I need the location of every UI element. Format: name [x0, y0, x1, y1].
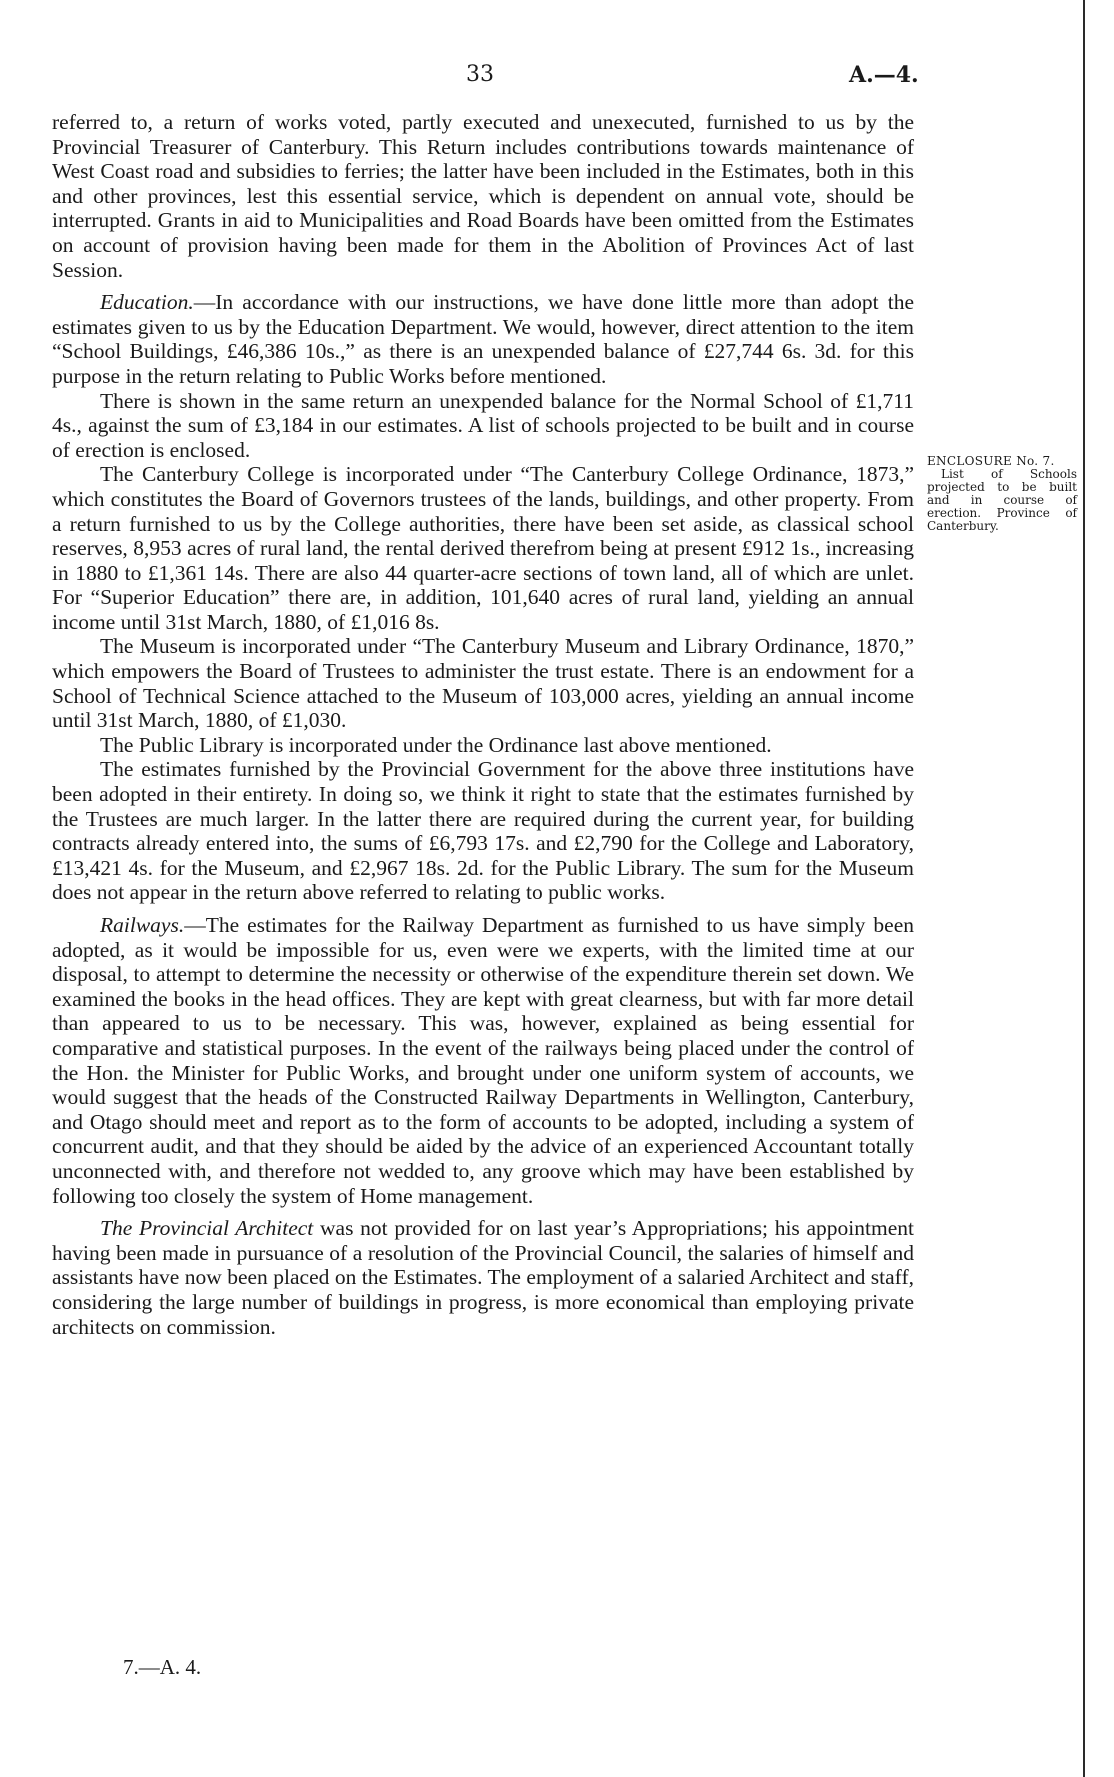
paragraph-text: The Public Library is incorporated under the Ordinance last above mentioned.	[100, 732, 772, 757]
paragraph-text: The Canterbury College is incorporated under “The Canterbury College Ordinance, 1873,” which constitutes the Board of Governors trustees of the lands, buildings, and other property. From a return furnished to us by the College authorities, there have been set aside, as classical school reserves, 8,953 acres of rural land, the rental derived therefrom being at present £912 1s., increasing in 1880 to £1,361 14s. There are also 44 quarter-acre sections of town land, all of which are unlet. For “Superior Education” there are, in addition, 101,640 acres of rural land, yielding an annual income until 31st March, 1880, of £1,016 8s.	[52, 462, 914, 634]
page-number: 33	[466, 62, 494, 87]
body-text	[52, 110, 914, 1339]
margin-note-text: List of Schools projected to be built and in course of erection. Province of Canterbury.	[927, 467, 1077, 533]
paragraph-text: The estimates furnished by the Provincial Government for the above three institutions have been adopted in their entirety. In doing so, we think it right to state that the estimates furnished by the Trustees are much larger. In the latter there are required during the current year, for building contracts already entered into, the sums of £6,793 17s. and £2,790 for the College and Laboratory, £13,421 4s. for the Museum, and £2,967 18s. 2d. for the Public Library. The sum for the Museum does not appear in the return above referred to relating to public works.	[52, 757, 914, 905]
paragraph-provincial-architect	[52, 1216, 914, 1339]
paragraph-normal-school	[52, 389, 914, 463]
section-heading-education: Education.	[100, 290, 194, 315]
paragraph-public-works-return	[52, 110, 914, 282]
page-header	[0, 62, 1114, 92]
margin-note-enclosure	[927, 455, 1077, 533]
paragraph-text: —The estimates for the Railway Department as furnished to us have simply been adopted, as it would be impossible for us, even were we experts, with the limited time at our disposal, to attempt to determine the necessity or otherwise of the expenditure therein set down. We examined the books in the head offices. They are kept with great clearness, but with far more detail than appeared to us to be necessary. This was, however, explained as being essential for comparative and statistical purposes. In the event of the railways being placed under the control of the Hon. the Minister for Public Works, and brought under one uniform system of accounts, we would suggest that the heads of the Constructed Railway Departments in Wellington, Canterbury, and Otago should meet and report as to the form of accounts to be adopted, including a system of concurrent audit, and that they should be aided by the advice of an experienced Accountant totally unconnected with, and therefore not wedded to, any groove which may have been established by following too closely the system of Home management.	[52, 913, 914, 1208]
section-heading-provincial-architect: The Provincial Architect	[100, 1216, 314, 1241]
paragraph-text: was not provided for on last year’s Appropriations; his appointment having been made in pursuance of a resolution of the Provincial Council, the salaries of himself and assistants have now been placed on the Estimates. The employment of a salaried Architect and staff, considering the large number of buildings in progress, is more economical than employing private architects on commission.	[52, 1216, 914, 1339]
page-signature: 7.—A. 4.	[123, 1655, 202, 1679]
right-margin-rule	[1083, 0, 1085, 1777]
paragraph-text: referred to, a return of works voted, partly executed and unexecuted, furnished to us by the Provincial Treasurer of Canterbury. This Return includes contributions towards maintenance of West Coast road and subsidies to ferries; the latter have been included in the Estimates, both in this and other provinces, lest this essential service, which is dependent on annual vote, should be interrupted. Grants in aid to Municipalities and Road Boards have been omitted from the Estimates on account of provision having been made for them in the Abolition of Provinces Act of last Session.	[52, 110, 914, 282]
paragraph-education	[52, 290, 914, 388]
paragraph-railways	[52, 913, 914, 1208]
paragraph-public-library	[52, 733, 914, 758]
paragraph-museum	[52, 634, 914, 732]
document-reference: A.—4.	[849, 62, 919, 88]
paragraph-text: There is shown in the same return an unexpended balance for the Normal School of £1,711 4s., against the sum of £3,184 in our estimates. A list of schools projected to be built and in course of erection is enclosed.	[52, 388, 914, 462]
paragraph-text: —In accordance with our instructions, we have done little more than adopt the estimates given to us by the Education Department. We would, however, direct attention to the item “School Buildings, £46,386 10s.,” as there is an unexpended balance of £27,744 6s. 3d. for this purpose in the return relating to Public Works before mentioned.	[52, 290, 914, 388]
margin-note-heading: ENCLOSURE No. 7.	[927, 454, 1055, 468]
paragraph-text: The Museum is incorporated under “The Canterbury Museum and Library Ordinance, 1870,” which empowers the Board of Trustees to administer the trust estate. There is an endowment for a School of Technical Science attached to the Museum of 103,000 acres, yielding an annual income until 31st March, 1880, of £1,030.	[52, 634, 914, 733]
paragraph-institution-estimates	[52, 757, 914, 905]
paragraph-canterbury-college	[52, 462, 914, 634]
section-heading-railways: Railways.	[100, 913, 185, 937]
